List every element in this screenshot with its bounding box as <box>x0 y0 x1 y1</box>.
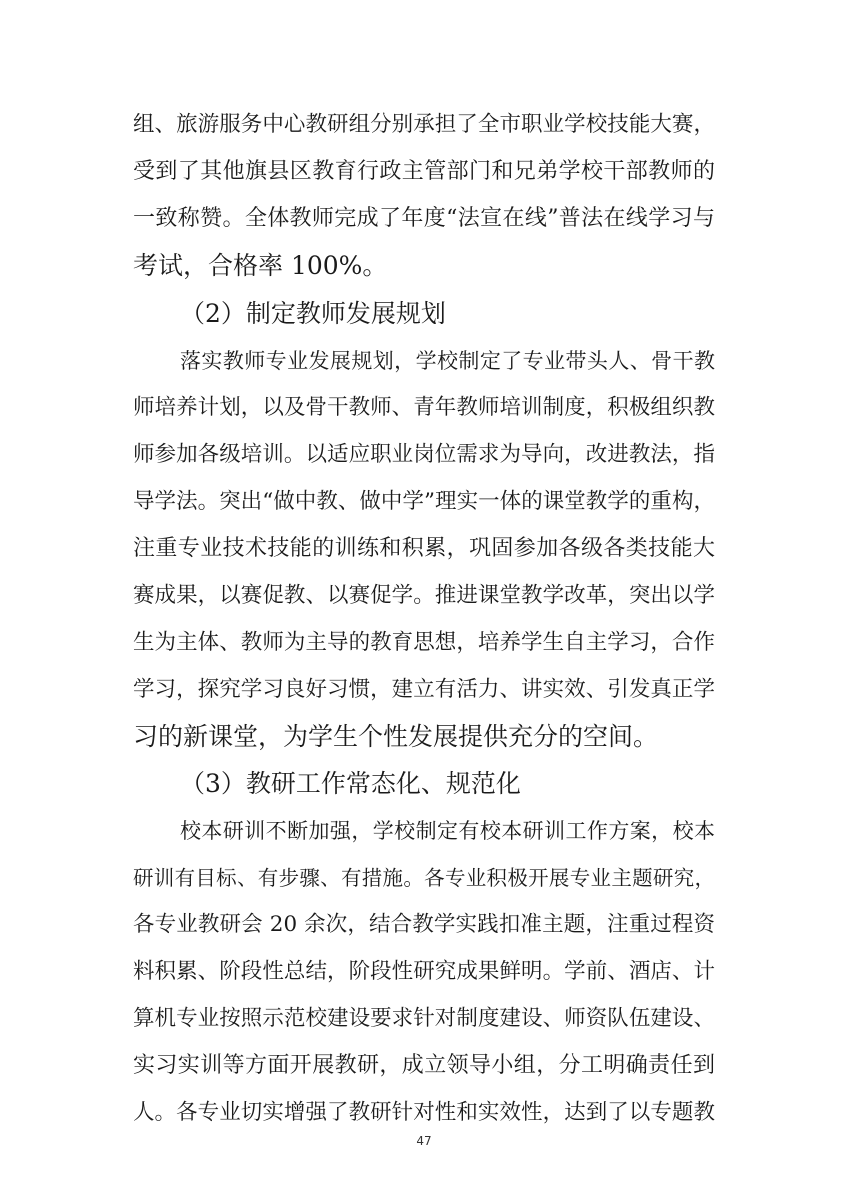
body-text-line: 各专业教研会 20 余次，结合教学实践扣准主题，注重过程资 <box>133 912 715 937</box>
body-text-line: 校本研训不断加强，学校制定有校本研训工作方案，校本 <box>180 819 715 843</box>
body-text-line: 师参加各级培训。以适应职业岗位需求为导向，改进教法，指 <box>133 442 715 467</box>
body-text-line: 学习，探究学习良好习惯，建立有活力、讲实效、引发真正学 <box>133 677 715 702</box>
body-text-line: 生为主体、教师为主导的教育思想，培养学生自主学习，合作 <box>133 630 715 655</box>
body-text-line: 习的新课堂，为学生个性发展提供充分的空间。 <box>133 722 659 751</box>
body-text-line: 人。各专业切实增强了教研针对性和实效性，达到了以专题教 <box>133 1100 715 1125</box>
body-text-line: 受到了其他旗县区教育行政主管部门和兄弟学校干部教师的 <box>133 159 715 184</box>
body-text-line: 导学法。突出“做中教、做中学”理实一体的课堂教学的重构， <box>133 489 715 514</box>
body-text-line: 落实教师专业发展规划，学校制定了专业带头人、骨干教 <box>180 349 715 373</box>
body-text-line: 组、旅游服务中心教研组分别承担了全市职业学校技能大赛， <box>133 112 715 137</box>
page-number: 47 <box>416 1134 432 1148</box>
body-text-line: 研训有目标、有步骤、有措施。各专业积极开展专业主题研究， <box>133 866 715 890</box>
body-text-line: 一致称赞。全体教师完成了年度“法宣在线”普法在线学习与 <box>133 206 715 231</box>
body-text-line: 实习实训等方面开展教研，成立领导小组，分工明确责任到 <box>133 1053 715 1078</box>
body-text-line: 注重专业技术技能的训练和积累，巩固参加各级各类技能大 <box>133 536 715 561</box>
body-text-line: 算机专业按照示范校建设要求针对制度建设、师资队伍建设、 <box>133 1006 715 1031</box>
section-heading: （2）制定教师发展规划 <box>180 299 446 328</box>
body-text-line: 考试，合格率 100%。 <box>133 251 388 280</box>
body-text-line: 赛成果，以赛促教、以赛促学。推进课堂教学改革，突出以学 <box>133 583 715 608</box>
body-text-line: 料积累、阶段性总结，阶段性研究成果鲜明。学前、酒店、计 <box>133 959 715 984</box>
section-heading: （3）教研工作常态化、规范化 <box>180 769 521 798</box>
body-text-line: 师培养计划，以及骨干教师、青年教师培训制度，积极组织教 <box>133 395 715 420</box>
